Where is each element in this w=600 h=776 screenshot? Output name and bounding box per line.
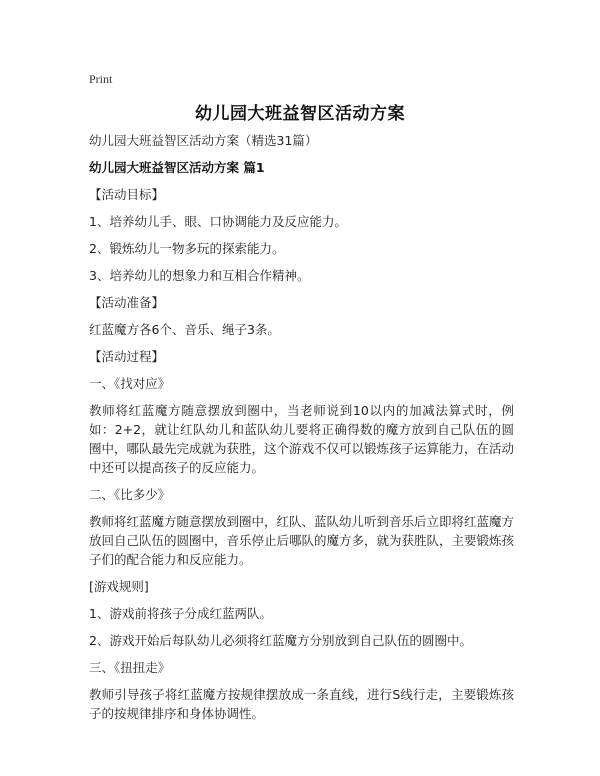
- document-title: 幼儿园大班益智区活动方案: [195, 104, 405, 124]
- prep-text: 红蓝魔方各6个、音乐、绳子3条。: [89, 322, 280, 337]
- goal-item: 1、培养幼儿手、眼、口协调能力及反应能力。: [89, 214, 347, 229]
- goal-item: 3、培养幼儿的想象力和互相合作精神。: [89, 268, 310, 283]
- rules-label: [游戏规则]: [89, 579, 149, 594]
- document-subtitle: 幼儿园大班益智区活动方案（精选31篇）: [89, 133, 318, 148]
- step-paragraph: 教师将红蓝魔方随意摆放到圈中，红队、蓝队幼儿听到音乐后立即将红蓝魔方放回自己队伍的圆圈中，音乐停止后哪队的魔方多，就为获胜队，主要锻炼孩子们的配合能力和反应能力。: [89, 514, 515, 567]
- goal-item: 2、锻炼幼儿一物多玩的探索能力。: [89, 241, 285, 256]
- rule-item: 2、游戏开始后每队幼儿必须将红蓝魔方分别放到自己队伍的圆圈中。: [89, 633, 472, 648]
- step-paragraph: 教师引导孩子将红蓝魔方按规律摆放成一条直线，进行S线行走，主要锻炼孩子的按规律排序和身体协调性。: [89, 687, 514, 721]
- print-link[interactable]: Print: [89, 72, 113, 86]
- prep-label: 【活动准备】: [89, 295, 165, 310]
- step-title: 二、《比多少》: [89, 487, 171, 502]
- rule-item: 1、游戏前将孩子分成红蓝两队。: [89, 606, 272, 621]
- document-body: [89, 131, 514, 731]
- goals-label: 【活动目标】: [89, 187, 165, 202]
- step-title: 三、《扭扭走》: [89, 660, 171, 675]
- step-title: 一、《找对应》: [89, 376, 171, 391]
- section-heading: 幼儿园大班益智区活动方案 篇1: [89, 160, 265, 175]
- process-label: 【活动过程】: [89, 349, 165, 364]
- step-paragraph: 教师将红蓝魔方随意摆放到圈中，当老师说到10以内的加减法算式时，例如：2+2，就让红队幼儿和蓝队幼儿要将正确得数的魔方放到自己队伍的圆圈中，哪队最先完成就为获胜，这个游戏不仅可以锻炼孩子运算能力，在活动中还可以提高孩子的反应能力。: [89, 403, 515, 475]
